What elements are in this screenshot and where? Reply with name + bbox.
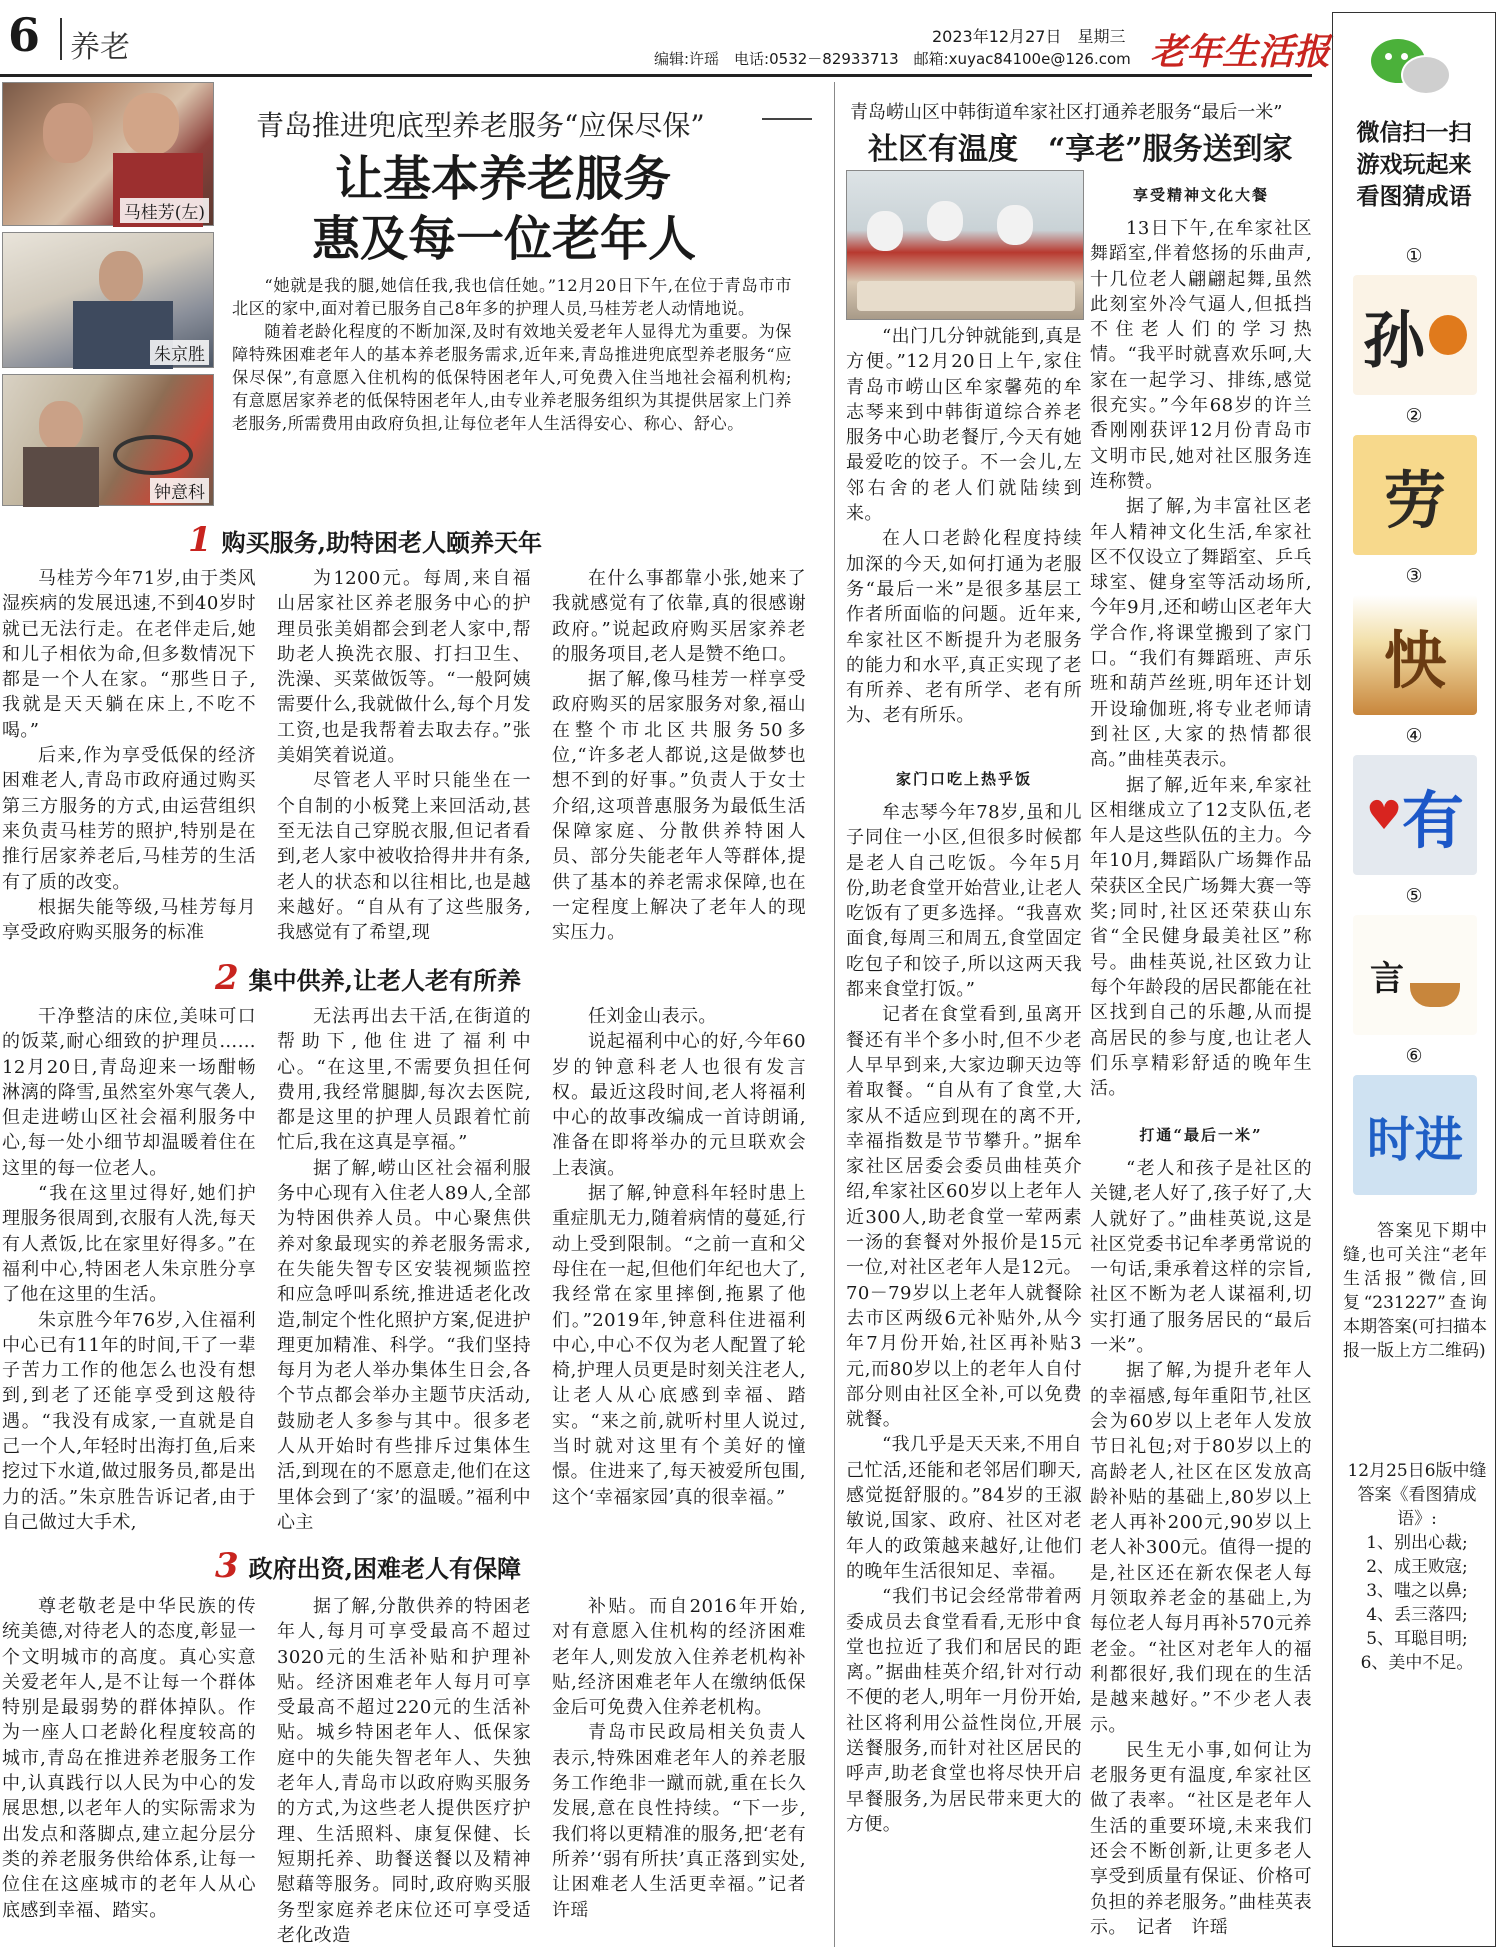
puzzle-glyph: 时进 — [1366, 1111, 1463, 1168]
lead-paragraph: “她就是我的腿,她信任我,我也信任她。”12月20日下午,在位于青岛市市北区的家中,面对着已服务自己8年多的护理人员,马桂芳老人动情地说。 — [232, 276, 792, 318]
paragraph: 据了解,近年来,牟家社区相继成立了12支队伍,老年人是这些队伍的主力。今年10月,舞蹈队广场舞作品荣获区全民广场舞大赛一等奖;同时,社区还荣获山东省“全民健身最美社区”称号。曲桂英说,社区致力让每个年龄段的居民都能在社区找到自己的乐趣,从而提高居民的参与度,也让老人们乐享精彩舒适的晚年生活。 — [1090, 774, 1312, 1100]
article-column — [277, 1594, 531, 1946]
article-column — [552, 1594, 825, 1946]
article-column — [552, 1004, 806, 1532]
paragraph: 据了解,为提升老年人的幸福感,每年重阳节,社区会为60岁以上老年人发放节日礼包;对于80岁以上的高龄老人,社区在区发放高龄补贴的基础上,80岁以上老人再补200元,90岁以上老人补300元。值得一提的是,社区还在新农保老人每月领取养老金的基础上,为每位老人每月再补570元养老金。“社区对老年人的福利都很好,我们现在的生活是越来越好。”不少老人表示。 — [1090, 1360, 1312, 1736]
person-figure — [39, 401, 83, 451]
pumpkin-icon — [1429, 315, 1467, 355]
previous-answers — [1347, 1459, 1487, 1675]
photo-ma-guifang — [2, 82, 214, 226]
clothing-shape — [23, 447, 99, 507]
paragraph: 青岛市民政局相关负责人表示,特殊困难老年人的养老服务工作绝非一蹴而就,重在长久发展,意在良性持续。“下一步,我们将以更精准的服务,把‘老有所养’‘弱有所扶’真正落到实处,让困难老人生活更幸福。”记者 许瑶 — [552, 1722, 825, 1921]
subheading: 家门口吃上热乎饭 — [895, 770, 1032, 788]
section-2-heading — [215, 958, 521, 998]
article-column — [277, 566, 531, 950]
puzzle-sidebar — [1332, 12, 1496, 1947]
right-kicker: 青岛崂山区中韩街道牟家社区打通养老服务“最后一米” — [850, 102, 1283, 123]
person-figure — [123, 93, 179, 155]
main-headline-line1: 让基本养老服务 — [335, 151, 672, 207]
heart-icon: ♥ — [1366, 791, 1402, 839]
paragraph: 13日下午,在牟家社区舞蹈室,伴着悠扬的乐曲声,十几位老人翩翩起舞,虽然此刻室外冷气逼人,但抵挡不住老人们的学习热情。“我平时就喜欢乐呵,大家在一起学习、排练,感觉很充实。”今年68岁的许兰香刚刚获评12月份青岛市文明市民,她对社区服务连连称赞。 — [1090, 218, 1312, 492]
previous-answer-item: 6、美中不足。 — [1360, 1653, 1474, 1673]
photo-caption: 钟意科 — [150, 478, 209, 503]
right-headline: 社区有温度 “享老”服务送到家 — [868, 132, 1293, 167]
puzzle-number: ⑤ — [1405, 885, 1423, 907]
answer-note-text: 答案见下期中缝,也可关注“老年生活报”微信,回复“231227”查询本期答案(可扫描本报一版上方二维码) — [1343, 1221, 1487, 1361]
section-number: 2 — [215, 958, 239, 998]
person-figure — [99, 251, 143, 303]
paragraph: “我几乎是天天来,不用自己忙活,还能和老邻居们聊天,感觉挺舒服的。”84岁的王淑敏说,国家、政府、社区对老年人的政策越来越好,让他们的晚年生活很知足、幸福。 — [846, 1434, 1082, 1582]
photo-zhong-yike — [2, 374, 214, 506]
table-shape — [857, 281, 1075, 311]
paragraph: “老人和孩子是社区的关键,老人好了,孩子好了,大人就好了。”曲桂英说,这是社区党委书记牟孝勇常说的一句话,秉承着这样的宗旨,社区不断为老人谋福利,切实打通了服务居民的“最后一米”。 — [1090, 1158, 1312, 1357]
previous-answer-item: 5、耳聪目明; — [1366, 1629, 1468, 1649]
puzzle-number: ② — [1405, 405, 1423, 427]
subheading: 享受精神文化大餐 — [1132, 186, 1269, 204]
previous-answer-item: 1、别出心裁; — [1366, 1533, 1468, 1553]
person-figure — [867, 211, 903, 251]
puzzle-number: ⑥ — [1405, 1045, 1423, 1067]
issue-date: 2023年12月27日 星期三 — [932, 27, 1126, 46]
article-column — [846, 324, 1082, 764]
section-1-heading — [188, 520, 542, 560]
person-figure — [997, 205, 1033, 245]
puzzle-glyph: 怏 — [1383, 623, 1446, 697]
paragraph: 干净整洁的床位,美味可口的饭菜,耐心细致的护理员……12月20日,青岛迎来一场酣畅淋漓的降雪,虽然室外寒气袭人,但走进崂山区社会福利服务中心,每一处小细节却温暖着住在这里的每一位老人。 — [2, 1006, 256, 1179]
main-lead — [232, 274, 792, 435]
paragraph: “我们书记会经常带着两委成员去食堂看看,无形中食堂也拉近了我们和居民的距离。”据曲桂英介绍,针对行动不便的老人,明年一月份开始,社区将利用公益性岗位,开展送餐服务,而针对社区居民的呼声,助老食堂也将尽快开启早餐服务,为居民带来更大的方便。 — [846, 1586, 1082, 1835]
photo-community-kitchen — [846, 170, 1084, 320]
section-title: 政府出资,困难老人有保障 — [248, 1554, 522, 1583]
paragraph: 无法再出去干活,在街道的帮助下,他住进了福利中心。“在这里,不需要负担任何费用,我经常腿脚,每次去医院,都是这里的护理人员跟着忙前忙后,我在这真是享福。” — [277, 1006, 531, 1154]
column-separator — [834, 82, 835, 1947]
lead-paragraph: 随着老龄化程度的不断加深,及时有效地关爱老年人显得尤为重要。为保障特殊困难老年人的基本养老服务需求,近年来,青岛推进兜底型养老服务“应保尽保”,有意愿入住机构的低保特困老年人,可免费入住当地社会福利机构;有意愿居家养老的低保特困老年人,由专业养老服务组织为其提供居家上门养老服务,所需费用由政府负担,让每位老年人生活得安心、称心、舒心。 — [232, 322, 792, 433]
article-column — [2, 1594, 256, 1946]
puzzle-number: ① — [1405, 245, 1423, 267]
puzzle-glyph: 言 — [1370, 958, 1404, 999]
puzzle-image-4[interactable] — [1353, 755, 1477, 875]
section-title: 集中供养,让老人老有所养 — [248, 966, 522, 995]
section-title: 购买服务,助特困老人颐养天年 — [221, 528, 543, 557]
sidebar-title-line: 微信扫一扫 — [1356, 120, 1472, 146]
puzzle-image-5[interactable] — [1353, 915, 1477, 1035]
paragraph: 后来,作为享受低保的经济困难老人,青岛市政府通过购买第三方服务的方式,由运营组织来负责马桂芳的照护,特别是在推行居家养老后,马桂芳的生活有了质的改变。 — [2, 745, 256, 893]
puzzle-number: ③ — [1405, 565, 1423, 587]
wheelchair-shape — [113, 435, 193, 475]
paragraph: “出门几分钟就能到,真是方便。”12月20日上午,家住青岛市崂山区牟家馨苑的牟志琴来到中韩街道综合养老服务中心助老餐厅,今天有她最爱吃的饺子。不一会儿,左邻右舍的老人们就陆续到来。 — [846, 326, 1082, 525]
puzzle-glyph: 孙 — [1362, 303, 1425, 377]
paragraph: 记者在食堂看到,虽离开餐还有半个多小时,但不少老人早早到来,大家边聊天边等着取餐。“自从有了食堂,大家从不适应到现在的离不开,幸福指数是节节攀升。”据牟家社区居委会委员曲桂英介绍,牟家社区60岁以上老年人近300人,助老食堂一荤两素一汤的套餐对外报价是15元一位,对社区老年人是12元。70－79岁以上老年人就餐除去市区两级6元补贴外,从今年7月份开始,社区再补贴3元,而80岁以上的老年人自付部分则由社区全补,可以免费就餐。 — [846, 1004, 1082, 1431]
previous-answers-title: 12月25日6版中缝答案《看图猜成语》: — [1347, 1461, 1487, 1529]
paragraph: 在人口老龄化程度持续加深的今天,如何打通为老服务“最后一米”是很多基层工作者所面临的问题。近年来,牟家社区不断提升为老服务的能力和水平,真正实现了老有所养、老有所学、老有所为、老有所乐。 — [846, 528, 1082, 727]
paragraph: 朱京胜今年76岁,入住福利中心已有11年的时间,干了一辈子苦力工作的他怎么也没有想到,到老了还能享受到这般待遇。“我没有成家,一直就是自己一个人,年轻时出海打鱼,后来挖过下水道,做过服务员,都是出力的活。”朱京胜告诉记者,由于自己做过大手术, — [2, 1309, 256, 1533]
article-column — [1090, 1156, 1312, 1946]
kicker-rule — [762, 118, 812, 120]
subheading: 打通“最后一米” — [1139, 1126, 1263, 1144]
section-number: 3 — [215, 1546, 239, 1586]
article-column — [1090, 216, 1312, 1112]
paragraph: 据了解,为丰富社区老年人精神文化生活,牟家社区不仅设立了舞蹈室、乒乓球室、健身室等活动场所,今年9月,还和崂山区老年大学合作,将课堂搬到了家门口。“我们有舞蹈班、声乐班和葫芦丝班,明年还计划开设瑜伽班,将专业老师请到社区,大家的热情都很高。”曲桂英表示。 — [1090, 496, 1312, 771]
header-rule — [0, 74, 1312, 77]
paragraph: 任刘金山表示。 — [588, 1006, 717, 1027]
paragraph: 牟志琴今年78岁,虽和儿子同住一小区,但很多时候都是老人自己吃饭。今年5月份,助老食堂开始营业,让老人吃饭有了更多选择。“我喜欢面食,每周三和周五,食堂固定吃包子和饺子,所以这两天我都来食堂打饭。” — [846, 802, 1082, 1001]
wechat-icon[interactable] — [1371, 31, 1455, 103]
previous-answer-item: 4、丢三落四; — [1366, 1605, 1468, 1625]
paragraph: 为1200元。每周,来自福山居家社区养老服务中心的护理员张美娟都会到老人家中,帮助老人换洗衣服、打扫卫生、洗澡、买菜做饭等。“一般阿姨需要什么,我就做什么,每个月发工资,也是我帮着去取去存。”张美娟笑着说道。 — [277, 568, 531, 767]
paragraph: 尊老敬老是中华民族的传统美德,对待老人的态度,彰显一个文明城市的高度。真心实意关爱老年人,是不让每一个群体特别是最弱势的群体掉队。作为一座人口老龄化程度较高的城市,青岛在推进养老服务工作中,认真践行以人民为中心的发展思想,以老年人的实际需求为出发点和落脚点,建立起分层分类的养老服务供给体系,让每一位住在这座城市的老年人从心底感到幸福、踏实。 — [2, 1596, 256, 1921]
person-figure — [43, 103, 93, 163]
article-column — [2, 1004, 256, 1532]
puzzle-image-2[interactable] — [1353, 435, 1477, 555]
paragraph: 据了解,像马桂芳一样享受政府购买的居家服务对象,福山在整个市北区共服务50多位,“许多老人都说,这是做梦也想不到的好事。”负责人于女士介绍,这项普惠服务为最低生活保障家庭、分散供养特困人员、部分失能老年人等群体,提供了基本的养老需求保障,也在一定程度上解决了老年人的现实压力。 — [552, 669, 806, 944]
page-category: 养老 — [70, 30, 130, 65]
section-3-heading — [215, 1546, 521, 1586]
main-kicker: 青岛推进兜底型养老服务“应保尽保” — [256, 109, 705, 142]
article-column — [552, 566, 806, 950]
editor-info: 编辑:许瑶 电话:0532－82933713 邮箱:xuyac84100e@126.com — [654, 50, 1131, 68]
paragraph: 民生无小事,如何让为老服务更有温度,牟家社区做了表率。“社区是老年人生活的重要环境,未来我们还会不断创新,让更多老人享受到质量有保证、价格可负担的养老服务。”曲桂英表示。 记者 许瑶 — [1090, 1739, 1312, 1938]
answer-note — [1343, 1219, 1487, 1363]
paragraph: 尽管老人平时只能坐在一个自制的小板凳上来回活动,甚至无法自己穿脱衣服,但记者看到,老人家中被收拾得井井有条,老人的状态和以往相比,也是越来越好。“自从有了这些服务,我感觉有了希望,现 — [277, 770, 531, 944]
masthead-logo: 老年生活报 — [1150, 31, 1331, 73]
puzzle-glyph: 有 — [1401, 783, 1464, 857]
previous-answer-item: 2、成王败寇; — [1366, 1557, 1468, 1577]
paragraph: 马桂芳今年71岁,由于类风湿疾病的发展迅速,不到40岁时就已无法行走。在老伴走后,她和儿子相依为命,但多数情况下都是一个人在家。“那些日子,我就是天天躺在床上,不吃不喝。” — [2, 568, 256, 741]
paragraph: 据了解,钟意科年轻时患上重症肌无力,随着病情的蔓延,行动上受到限制。“之前一直和父母住在一起,但他们年纪也大了,我经常在家里摔倒,拖累了他们。”2019年,钟意科住进福利中心,中心不仅为老人配置了轮椅,护理人员更是时刻关注老人,让老人从心底感到幸福、踏实。“来之前,就听村里人说过,当时就对这里有个美好的憧憬。住进来了,每天被爱所包围,这个‘幸福家园’真的很幸福。” — [552, 1183, 806, 1508]
paragraph: 在什么事都靠小张,她来了我就感觉有了依靠,真的很感谢政府。”说起政府购买居家养老的服务项目,老人是赞不绝口。 — [552, 568, 806, 665]
previous-answer-item: 3、嗤之以鼻; — [1366, 1581, 1468, 1601]
paragraph: 补贴。而自2016年开始,对有意愿入住机构的经济困难老年人,则发放入住养老机构补贴,经济困难老年人在缴纳低保金后可免费入住养老机构。 — [552, 1596, 806, 1719]
photo-caption: 朱京胜 — [150, 340, 209, 365]
photo-caption: 马桂芳(左) — [120, 198, 209, 223]
sidebar-title-line: 看图猜成语 — [1356, 184, 1472, 210]
header-divider — [60, 18, 62, 60]
paragraph: 说起福利中心的好,今年60岁的钟意科老人也很有发言权。最近这段时间,老人将福利中心的故事改编成一首诗朗诵,准备在即将举办的元旦联欢会上表演。 — [552, 1031, 806, 1179]
article-column — [2, 566, 256, 950]
puzzle-glyph: 劳 — [1383, 463, 1446, 537]
person-figure — [927, 201, 963, 241]
section-number: 1 — [188, 520, 212, 560]
paragraph: “我在这里过得好,她们护理服务很周到,衣服有人洗,每天有人煮饭,比在家里好得多。”在福利中心,特困老人朱京胜分享了他在这里的生活。 — [2, 1183, 256, 1306]
puzzle-image-1[interactable] — [1353, 275, 1477, 395]
page-number: 6 — [8, 8, 41, 62]
paragraph: 据了解,分散供养的特困老年人,每月可享受最高不超过3020元的生活补贴和护理补贴。经济困难老年人每月可享受最高不超过220元的生活补贴。城乡特困老年人、低保家庭中的失能失智老年人、失独老年人,青岛市以政府购买服务的方式,为这些老人提供医疗护理、生活照料、康复保健、长短期托养、助餐送餐以及精神慰藉等服务。同时,政府购买服务型家庭养老床位还可享受适老化改造 — [277, 1596, 531, 1946]
sidebar-title-line: 游戏玩起来 — [1356, 152, 1472, 178]
article-column — [846, 800, 1082, 1946]
paragraph: 根据失能等级,马桂芳每月享受政府购买服务的标准 — [2, 896, 256, 944]
main-headline-line2: 惠及每一位老年人 — [312, 211, 697, 267]
puzzle-image-6[interactable] — [1353, 1075, 1477, 1195]
photo-zhu-jingsheng — [2, 232, 214, 368]
puzzle-number: ④ — [1405, 725, 1423, 747]
paragraph: 据了解,崂山区社会福利服务中心现有入住老人89人,全部为特困供养人员。中心聚焦供养对象最现实的养老服务需求,在失能失智专区安装视频监控和应急呼叫系统,推进适老化改造,制定个性化照护方案,促进护理更加精准、科学。“我们坚持每月为老人举办集体生日会,各个节点都会举办主题节庆活动,鼓励老人多参与其中。很多老人从开始时有些排斥过集体生活,到现在的不愿意走,他们在这里体会到了‘家’的温暖。”福利中心主 — [277, 1157, 531, 1533]
article-column — [277, 1004, 531, 1532]
boat-icon — [1410, 983, 1460, 1007]
puzzle-image-3[interactable] — [1353, 595, 1477, 715]
